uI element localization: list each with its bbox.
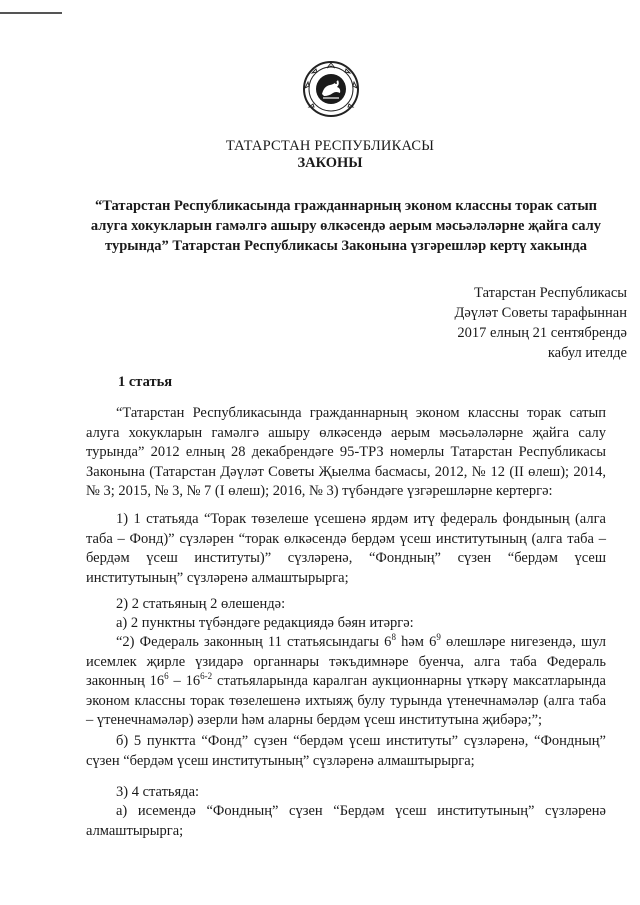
- item-3a-paragraph: а) исемендә “Фондның” сүзен “Бердәм үсеш институтының” сүзләренә алмаштырырга;: [86, 803, 606, 839]
- quote-superscript: 6-2: [200, 671, 213, 682]
- adoption-line: Татарстан Республикасы: [474, 285, 627, 301]
- republic-heading: ТАТАРСТАН РЕСПУБЛИКАСЫ: [225, 138, 435, 154]
- scan-edge-mark: [0, 12, 62, 14]
- quote-text: һәм 6: [395, 634, 437, 650]
- item-1-paragraph: 1) 1 статьяда “Торак төзелеше үсешенә ярдәм итү федераль фондының (алга таба – Фонд)” сүзләрен “торак өлкәсендә бердәм үсеш институтының (алга таба – бердәм үсеш институты)” сүзләренә, “Фондның” сүзен “бердәм үсеш институтының” сүзләренә алмаштырырга;: [86, 511, 606, 586]
- quoted-amendment: [86, 633, 606, 731]
- law-title: “Татарстан Республикасында гражданнарның эконом классны торак сатып алуга хокукларын гамәлгә ашыру өлкәсендә аерым мәсьәләләрне җайга салу турында” Татарстан Республикасы Законына үзгәрешләр кертү хакында: [90, 198, 602, 254]
- intro-paragraph: “Татарстан Республикасында гражданнарның эконом классны торак сатып алуга хокукларын гамәлгә ашыру өлкәсендә аерым мәсьәләләрне җайга салу турында” 2012 елның 28 декабрендәге 95-ТРЗ номерлы Татарстан Республикасы Законына (Татарстан Дәүләт Советы Җыелма басмасы, 2012, № 12 (II өлеш); 2014, № 3; 2015, № 3, № 7 (I өлеш); 2016, № 3) түбәндәге үзгәрешләрне кертергә:: [86, 405, 606, 499]
- adoption-block: [367, 283, 627, 363]
- adoption-line: Дәүләт Советы тарафыннан: [454, 305, 627, 321]
- quote-superscript: 9: [436, 632, 441, 643]
- quote-text: статьяларында каралган аукционнарны үткәрү максатларында эконом классны торак төзелешенә ихтыяҗ булу турында үтенечнамәләр (алга таба – үтенечнамәләр) әзерли һәм аларны бердәм үсеш институтына җибәрә;”;: [86, 673, 606, 728]
- adoption-line: 2017 елның 21 сентябрендә: [457, 325, 627, 341]
- quote-text: – 16: [168, 673, 201, 689]
- item-2-paragraph: 2) 2 статьяның 2 өлешендә:: [116, 596, 286, 612]
- item-2a-paragraph: а) 2 пунктны түбәндәге редакциядә бәян итәргә:: [116, 615, 414, 631]
- item-3-paragraph: 3) 4 статьяда:: [116, 784, 200, 800]
- quote-superscript: 6: [164, 671, 169, 682]
- quote-text: өлешләре нигезендә, шул исемлек җирле үзидарә органнары тәкъдимнәре буенча, алга таба Федераль законның 16: [86, 634, 606, 689]
- item-2b-paragraph: б) 5 пунктта “Фонд” сүзен “бердәм үсеш институты” сүзләренә, “Фондның” сүзен “бердәм үсеш институтының” сүзләренә алмаштырырга;: [86, 733, 606, 769]
- law-heading: ЗАКОНЫ: [297, 155, 363, 171]
- tatarstan-emblem-icon: [302, 60, 360, 118]
- quote-text: “2) Федераль законның 11 статьясындагы 6: [116, 634, 392, 650]
- article-heading: 1 статья: [118, 374, 173, 390]
- quote-superscript: 8: [391, 632, 396, 643]
- adoption-line: кабул ителде: [547, 345, 627, 361]
